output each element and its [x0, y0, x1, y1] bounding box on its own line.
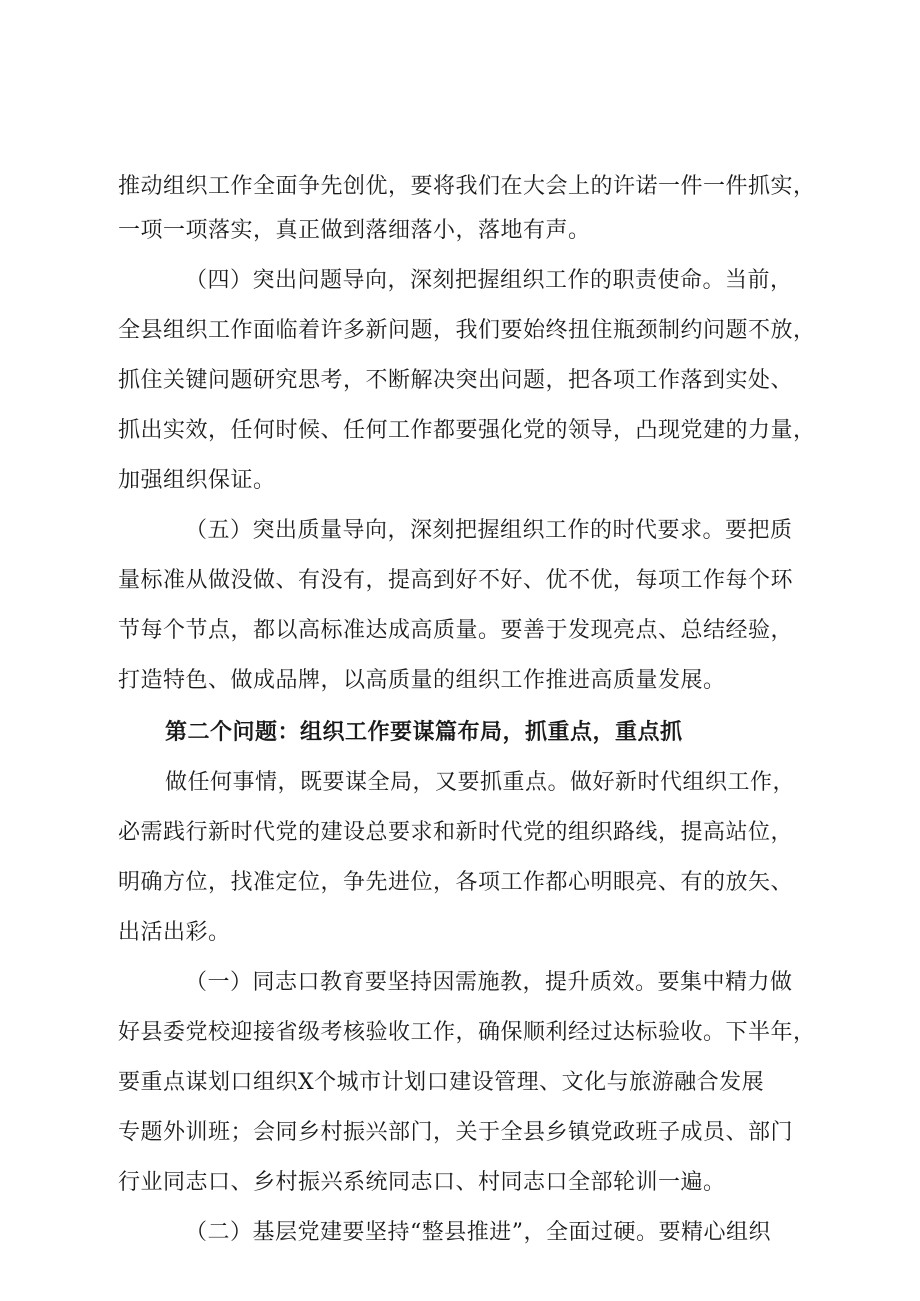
text-line: 推动组织工作全面争先创优，要将我们在大会上的许诺一件一件抓实，: [118, 174, 816, 199]
text-line: 全县组织工作面临着许多新问题，我们要始终扭住瓶颈制约问题不放，: [118, 318, 816, 343]
intro-paragraph-start: 做任何事情，既要谋全局，又要抓重点。做好新时代组织工作，: [165, 770, 796, 795]
text-line: 量标准从做没做、有没有，提高到好不好、优不优，每项工作每个环: [118, 568, 794, 593]
text-line: 加强组织保证。: [118, 468, 276, 493]
text-line: 节每个节点，都以高标准达成高质量。要善于发现亮点、总结经验，: [118, 618, 794, 643]
paragraph-five-start: （五）突出质量导向，深刻把握组织工作的时代要求。要把质: [185, 518, 793, 543]
paragraph-one-start: （一）同志口教育要坚持因需施教，提升质效。要集中精力做: [185, 970, 793, 995]
text-line: 要重点谋划口组织X个城市计划口建设管理、文化与旅游融合发展: [118, 1070, 765, 1095]
paragraph-two-start: （二）基层党建要坚持“整县推进”，全面过硬。要精心组织: [185, 1220, 771, 1245]
text-line: 打造特色、做成品牌，以高质量的组织工作推进高质量发展。: [118, 668, 726, 693]
text-line: 抓住关键问题研究思考，不断解决突出问题，把各项工作落到实处、: [118, 368, 794, 393]
section-heading: 第二个问题：组织工作要谋篇布局，抓重点，重点抓: [165, 720, 683, 745]
text-line: 必需践行新时代党的建设总要求和新时代党的组织路线，提高站位，: [118, 820, 794, 845]
text-line: 明确方位，找准定位，争先进位，各项工作都心明眼亮、有的放矢、: [118, 870, 794, 895]
text-line: 专题外训班；会同乡村振兴部门，关于全县乡镇党政班子成员、部门: [118, 1120, 794, 1145]
text-line: 出活出彩。: [118, 920, 231, 945]
text-line: 抓出实效，任何时候、任何工作都要强化党的领导，凸现党建的力量，: [118, 418, 816, 443]
text-line: 一项一项落实，真正做到落细落小，落地有声。: [118, 218, 591, 243]
text-line: 行业同志口、乡村振兴系统同志口、村同志口全部轮训一遍。: [118, 1170, 726, 1195]
paragraph-four-start: （四）突出问题导向，深刻把握组织工作的职责使命。当前，: [185, 268, 793, 293]
text-line: 好县委党校迎接省级考核验收工作，确保顺利经过达标验收。下半年，: [118, 1020, 816, 1045]
